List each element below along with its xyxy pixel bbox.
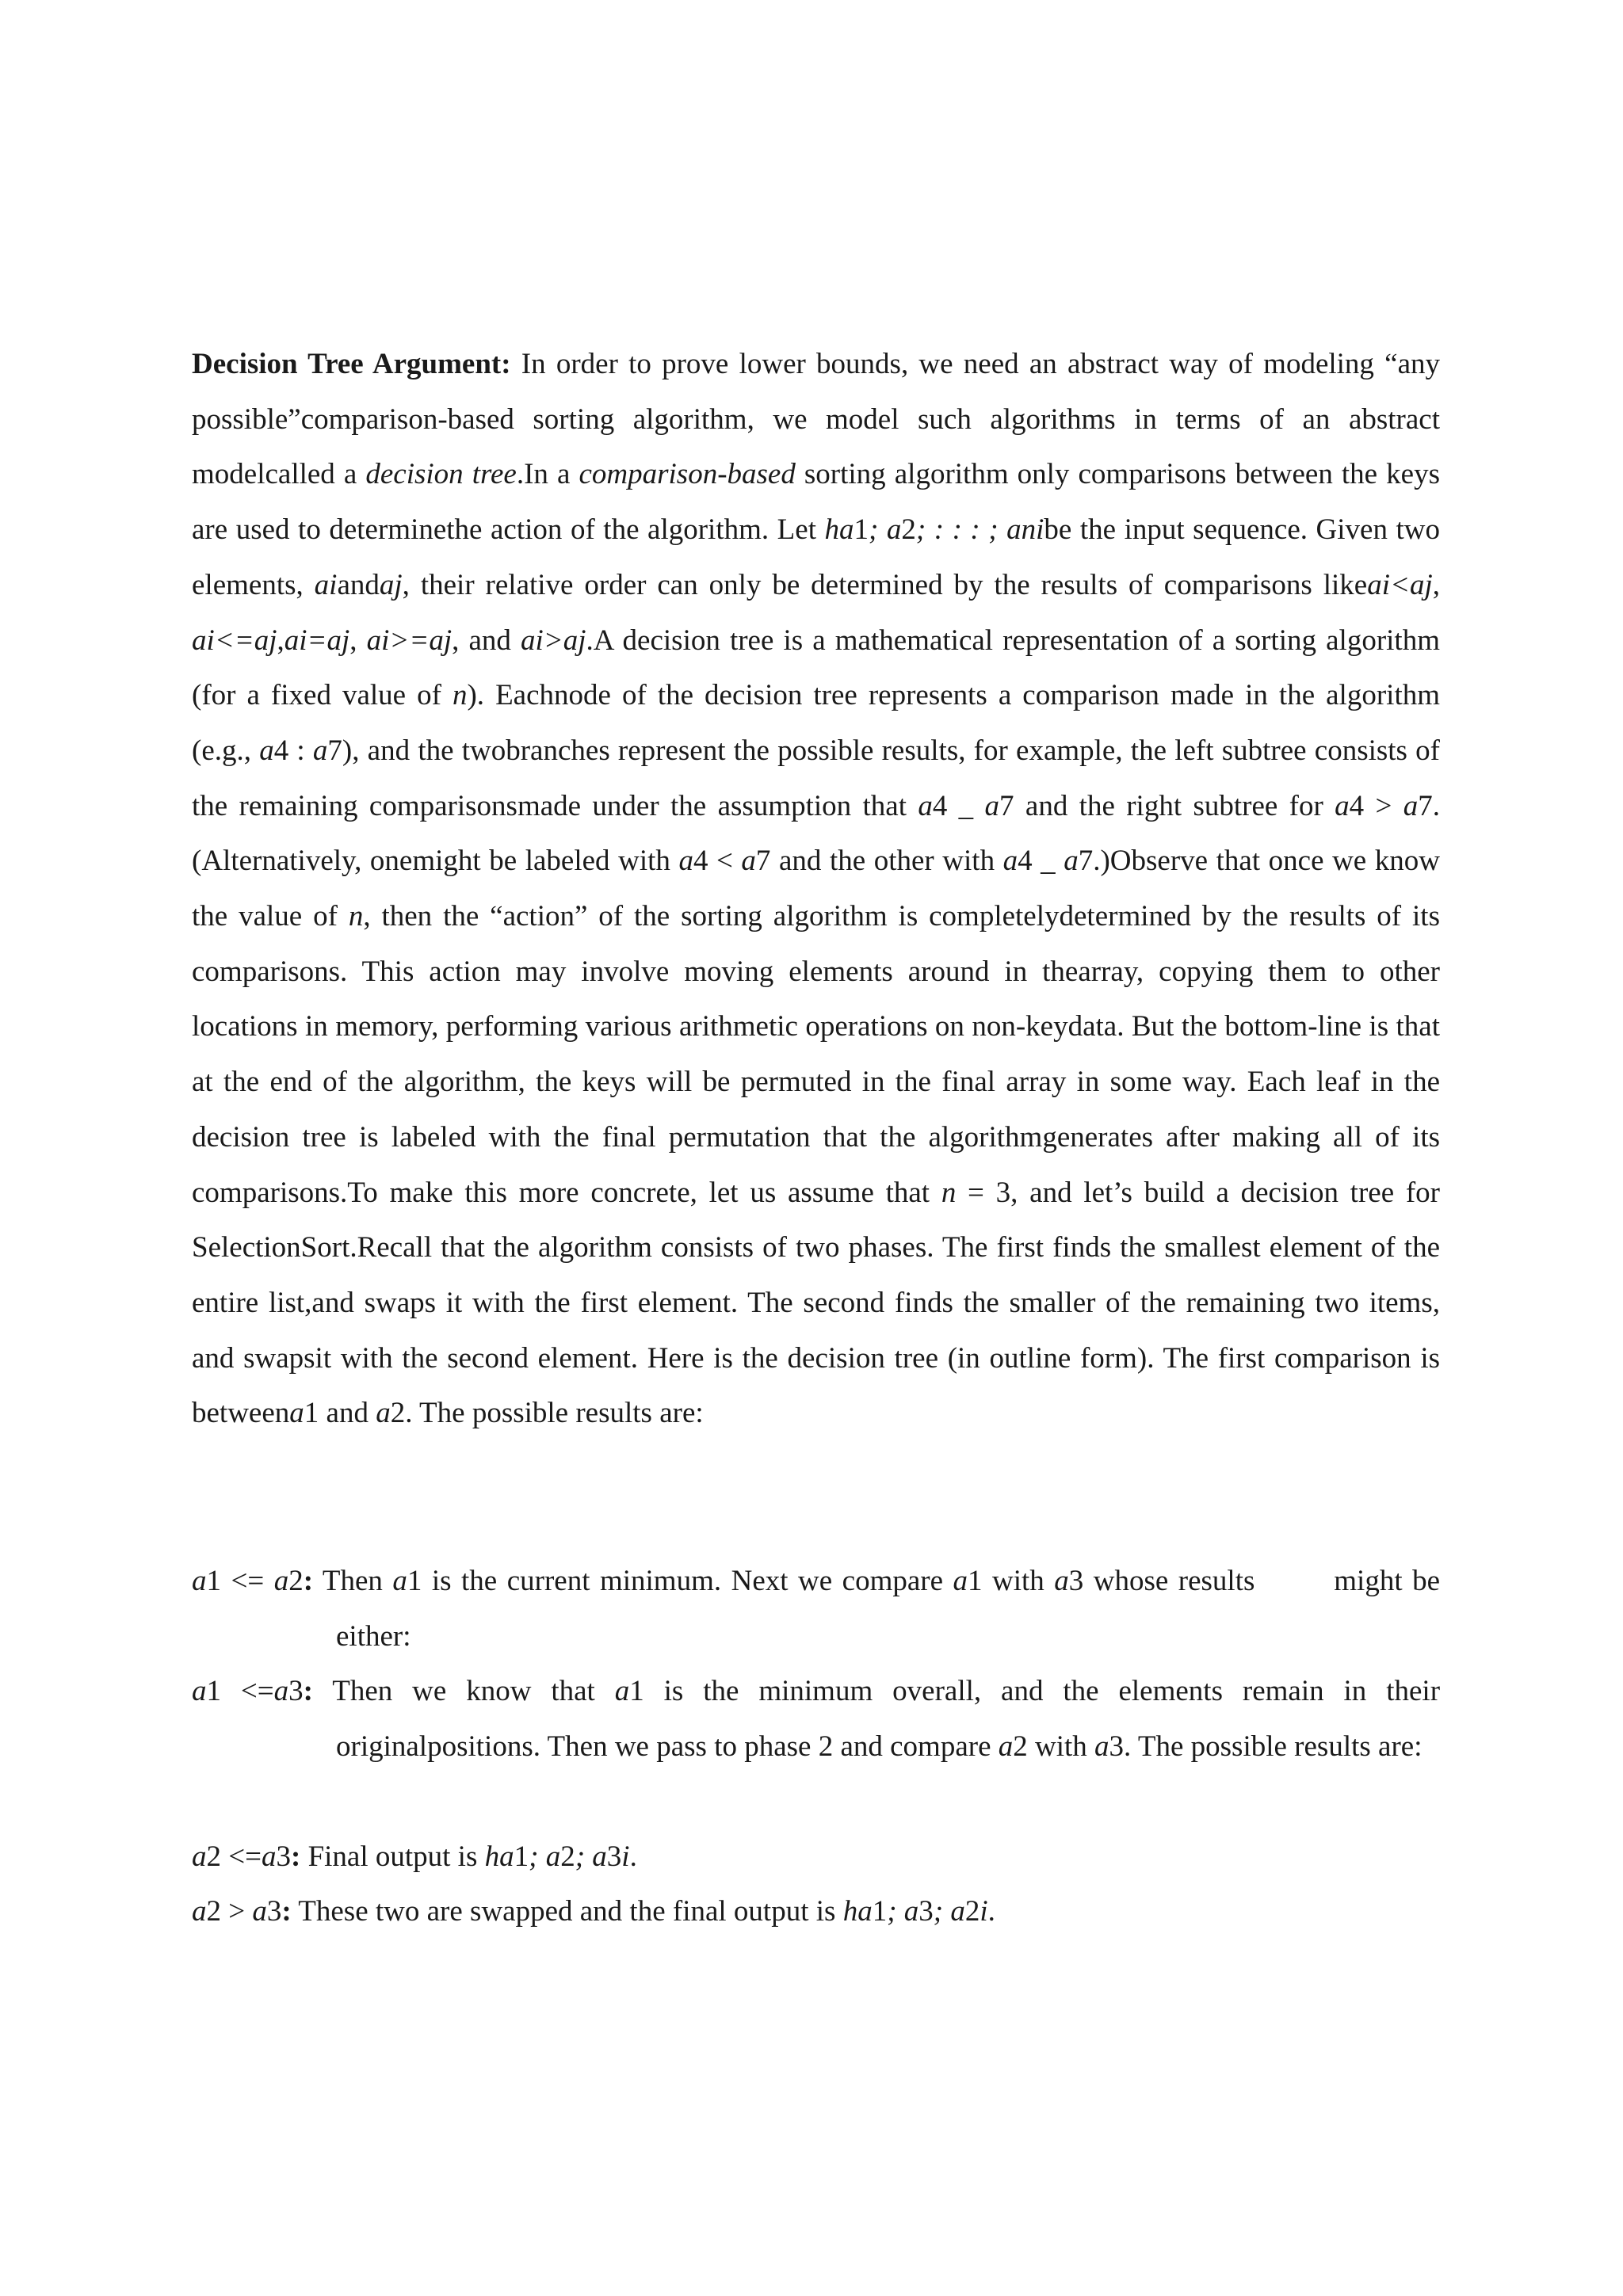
label-run: a	[252, 1895, 267, 1928]
label-run: :	[303, 1675, 313, 1707]
label-run: :	[281, 1895, 292, 1928]
text-run: ,	[1432, 568, 1440, 601]
text-run: decision tree	[365, 458, 517, 491]
text-run: = 3, and let’s build a decision tree for SelectionSort.Recall that the algorithm consists of two phases. The first finds the smallest element of the entire list,and swaps it with the first element. The second finds the smaller of the remaining two items, and swapsit with the second element. Here is the decision tree (in outline form). The first comparison is between	[192, 1176, 1440, 1430]
text-run: a	[1002, 845, 1018, 878]
case-run: a	[1054, 1565, 1069, 1597]
case-text	[313, 1565, 1440, 1653]
text-run: , then the “action” of the sorting algorithm is completelydetermined by the results of its comparisons. This action may involve moving elements around in thearray, copying them to other locations in memory, performing various arithmetic operations on non-keydata. But the bottom-line is that at the end of the algorithm, the keys will be permuted in the final array in some way. Each leaf in the decision tree is labeled with the final permutation that the algorithmgenerates after making all of its comparisons.To make this more concrete, let us assume that	[192, 900, 1440, 1209]
case-run: 3	[918, 1895, 934, 1928]
body-paragraph	[192, 337, 1440, 1441]
text-run: 1	[854, 513, 869, 547]
text-run: , and	[452, 624, 521, 657]
label-run: 3	[266, 1895, 282, 1928]
text-run: and	[337, 568, 380, 601]
text-run: ai=aj	[284, 624, 350, 657]
case-text	[313, 1675, 1440, 1763]
case-a2-le-a3	[192, 1829, 1440, 1885]
text-run: n	[452, 679, 468, 712]
text-run: ; : : : ; ani	[915, 513, 1044, 547]
text-run: ai>=aj	[366, 624, 453, 657]
case-run: 2	[560, 1840, 575, 1873]
text-run: ha	[824, 513, 854, 547]
text-run: 4 :	[273, 734, 313, 767]
text-run: sorting algorithm only comparisons between the keys are used to determinethe action of the algorithm. Let	[192, 458, 1440, 547]
text-run: 4 _	[1018, 845, 1064, 878]
paragraph-heading: Decision Tree Argument:	[192, 348, 511, 380]
case-label	[192, 1565, 313, 1597]
text-run: a	[918, 789, 933, 822]
case-run: 1 is the current minimum. Next we compare	[407, 1565, 953, 1597]
label-run: 1 <=	[206, 1565, 274, 1597]
label-run: :	[290, 1840, 301, 1873]
text-run: comparison-based	[579, 458, 796, 491]
label-run: a	[192, 1895, 207, 1928]
case-a2-gt-a3	[192, 1884, 1440, 1939]
text-run: 2	[901, 513, 916, 547]
text-run: a	[1064, 845, 1079, 878]
case-run: These two are swapped and the final output is	[291, 1895, 843, 1928]
case-run: a	[392, 1565, 407, 1597]
text-run: ,	[277, 624, 285, 657]
text-run: a	[289, 1397, 304, 1430]
case-run: 1 with	[968, 1565, 1055, 1597]
case-run: ha	[484, 1840, 514, 1873]
case-run: .	[987, 1895, 995, 1928]
text-run: ai>aj	[521, 624, 586, 657]
label-run: a	[192, 1840, 207, 1873]
text-run: n	[941, 1176, 957, 1209]
text-run: a	[376, 1397, 391, 1430]
text-run: a	[741, 845, 756, 878]
label-run: 1 <=	[206, 1675, 274, 1707]
text-run: a	[259, 734, 274, 767]
case-a1-le-a2	[192, 1554, 1440, 1664]
case-run: 2 with	[1013, 1730, 1095, 1763]
case-run: a	[1094, 1730, 1109, 1763]
label-run: 3	[288, 1675, 304, 1707]
text-run: ,	[349, 624, 367, 657]
case-run: 1	[514, 1840, 529, 1873]
text-run: 7. (Alternatively, onemight be labeled with	[192, 789, 1440, 878]
case-run: 3 whose results might be either:	[336, 1565, 1441, 1653]
case-run: ; a	[887, 1895, 919, 1928]
label-run: a	[273, 1675, 289, 1707]
case-run: Then we know that	[312, 1675, 615, 1707]
label-run: :	[303, 1565, 314, 1597]
case-run: ; a	[529, 1840, 561, 1873]
text-run: 4 >	[1349, 789, 1403, 822]
case-run: Final output is	[300, 1840, 485, 1873]
label-run: 2	[288, 1565, 304, 1597]
text-run: 2. The possible results are:	[390, 1397, 704, 1430]
case-run: 3	[606, 1840, 622, 1873]
case-label	[192, 1840, 300, 1873]
text-run: a	[678, 845, 693, 878]
paragraph-text	[192, 348, 1440, 1429]
text-run: In order to prove lower bounds, we need an abstract way of modeling “any possible”comparison-based sorting algorithm, we model such algorithms in terms of an abstract modelcalled a	[192, 348, 1440, 491]
text-run: ; a	[869, 513, 902, 547]
text-run: n	[348, 900, 364, 933]
text-run: , their relative order can only be determined by the results of comparisons like	[402, 568, 1368, 601]
text-run: 7.)Observe that once we know the value of	[192, 845, 1440, 933]
text-run: a	[312, 734, 328, 767]
case-run: i	[980, 1895, 988, 1928]
text-run: 7 and the other with	[755, 845, 1003, 878]
case-text	[300, 1840, 637, 1873]
case-run: 3. The possible results are:	[1109, 1730, 1423, 1763]
label-run: 2 <=	[206, 1840, 262, 1873]
case-run: 1	[872, 1895, 888, 1928]
case-run: ; a	[933, 1895, 965, 1928]
text-run: 7), and the twobranches represent the possible results, for example, the left subtree consists of the remaining comparisonsmade under the assumption that	[192, 734, 1440, 822]
text-run: aj	[379, 568, 403, 601]
case-run: a	[614, 1675, 630, 1707]
label-run: 2 >	[206, 1895, 253, 1928]
case-run: a	[953, 1565, 968, 1597]
case-run: ha	[842, 1895, 873, 1928]
text-run: .In a	[516, 458, 579, 491]
text-run: 7 and the right subtree for	[999, 789, 1335, 822]
text-run: ai<aj	[1367, 568, 1433, 601]
text-run: ai<=aj	[192, 624, 277, 657]
label-run: a	[192, 1565, 207, 1597]
case-run: Then	[313, 1565, 393, 1597]
case-label	[192, 1895, 292, 1928]
case-run: a	[998, 1730, 1014, 1763]
label-run: 3	[276, 1840, 291, 1873]
case-label	[192, 1675, 313, 1707]
case-run: 1 is the minimum overall, and the elements remain in their originalpositions. Then we pass to phase 2 and compare	[336, 1675, 1441, 1763]
case-text	[292, 1895, 995, 1928]
text-run: be the input sequence. Given two elements,	[192, 513, 1440, 601]
text-run: .A decision tree is a mathematical representation of a sorting algorithm (for a fixed value of	[192, 624, 1440, 712]
text-run: ai	[314, 568, 338, 601]
text-run: 4 _	[932, 789, 985, 822]
text-run: ). Eachnode of the decision tree represents a comparison made in the algorithm (e.g.,	[192, 679, 1440, 767]
text-run: a	[1403, 789, 1419, 822]
case-a1-le-a3	[192, 1664, 1440, 1774]
text-run: a	[984, 789, 1000, 822]
label-run: a	[261, 1840, 277, 1873]
case-run: .	[629, 1840, 637, 1873]
text-run: 1 and	[304, 1397, 376, 1430]
label-run: a	[273, 1565, 289, 1597]
case-run: 2	[964, 1895, 980, 1928]
case-run: i	[621, 1840, 630, 1873]
text-run: a	[1335, 789, 1350, 822]
case-run: ; a	[575, 1840, 607, 1873]
label-run: a	[192, 1675, 207, 1707]
text-run: 4 <	[693, 845, 742, 878]
